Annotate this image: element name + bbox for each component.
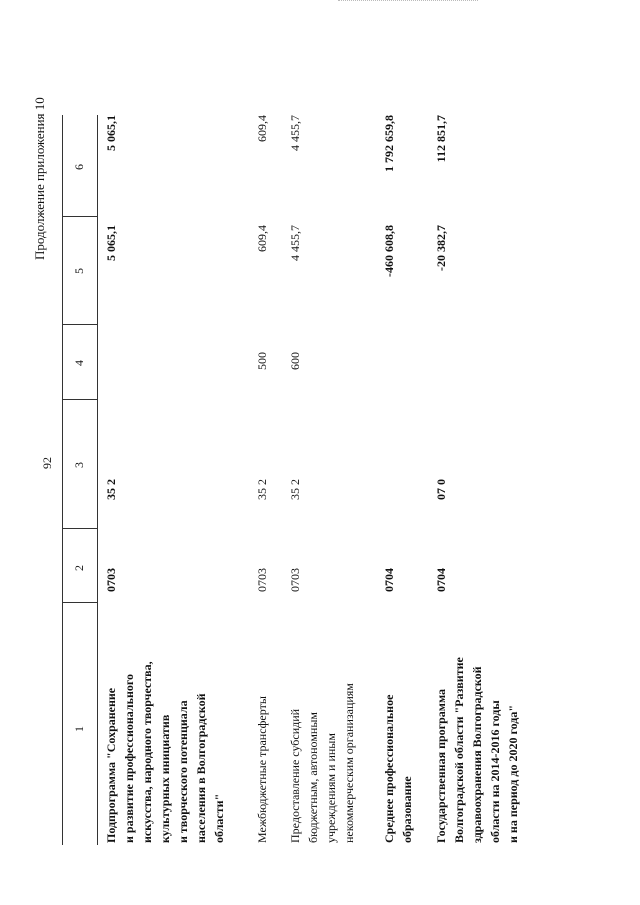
col-sep-5 xyxy=(62,216,97,217)
row-name-line: некоммерческим организациям xyxy=(342,683,356,843)
col-sep-2 xyxy=(62,528,97,529)
row-col5: 609,4 xyxy=(255,225,269,252)
row-name-line: Подпрограмма "Сохранение xyxy=(104,687,118,843)
row-name-line: населения в Волгоградской xyxy=(194,693,208,843)
row-name-line: культурных инициатив xyxy=(158,714,172,843)
row-code: 0704 xyxy=(434,568,448,592)
row-col6: 1 792 659,8 xyxy=(382,115,396,172)
column-number-3: 3 xyxy=(72,462,86,468)
row-col5: 4 455,7 xyxy=(288,225,302,261)
row-code: 0704 xyxy=(382,568,396,592)
row-col5: 5 065,1 xyxy=(104,225,118,261)
row-name-line: бюджетным, автономным xyxy=(306,712,320,843)
row-col6: 4 455,7 xyxy=(288,115,302,151)
row-name-line: учреждениям и иным xyxy=(324,733,338,843)
row-target: 35 2 xyxy=(255,479,269,500)
row-target: 35 2 xyxy=(104,479,118,500)
row-name-line: области" xyxy=(212,793,226,843)
column-number-1: 1 xyxy=(72,726,86,732)
row-kind: 600 xyxy=(288,352,302,370)
row-name-line: и творческого потенциала xyxy=(176,700,190,843)
col-sep-4 xyxy=(62,324,97,325)
row-name-line: и развитие профессионального xyxy=(122,673,136,843)
row-col6: 112 851,7 xyxy=(434,115,448,163)
page-number: 92 xyxy=(40,457,54,469)
row-name-line: искусства, народного творчества, xyxy=(140,661,154,843)
row-target: 35 2 xyxy=(288,479,302,500)
row-kind: 500 xyxy=(255,352,269,370)
row-col6: 609,4 xyxy=(255,115,269,142)
row-code: 0703 xyxy=(255,568,269,592)
col-sep-3 xyxy=(62,399,97,400)
column-number-6: 6 xyxy=(72,164,86,170)
row-name-line: Среднее профессиональное xyxy=(382,694,396,843)
row-name-line: области на 2014-2016 годы xyxy=(488,700,502,843)
row-code: 0703 xyxy=(104,568,118,592)
row-name-line: Волгоградской области "Развитие xyxy=(452,657,466,843)
continuation-label: Продолжение приложения 10 xyxy=(32,97,47,260)
row-name-line: и на период до 2020 года" xyxy=(506,705,520,843)
column-number-5: 5 xyxy=(72,268,86,274)
row-name-line: Предоставление субсидий xyxy=(288,708,302,843)
row-code: 0703 xyxy=(288,568,302,592)
row-col5: -460 608,8 xyxy=(382,225,396,277)
row-name-line: здравоохранения Волгоградской xyxy=(470,666,484,843)
row-name-line: Межбюджетные трансферты xyxy=(255,696,269,843)
row-target: 07 0 xyxy=(434,479,448,500)
table-top-rule xyxy=(62,115,63,845)
column-number-2: 2 xyxy=(72,565,86,571)
header-bottom-rule xyxy=(97,115,98,845)
row-name-line: Государственная программа xyxy=(434,688,448,843)
row-name-line: образование xyxy=(400,776,414,843)
column-number-4: 4 xyxy=(72,360,86,366)
row-col5: -20 382,7 xyxy=(434,225,448,271)
col-sep-1 xyxy=(62,602,97,603)
row-col6: 5 065,1 xyxy=(104,115,118,151)
